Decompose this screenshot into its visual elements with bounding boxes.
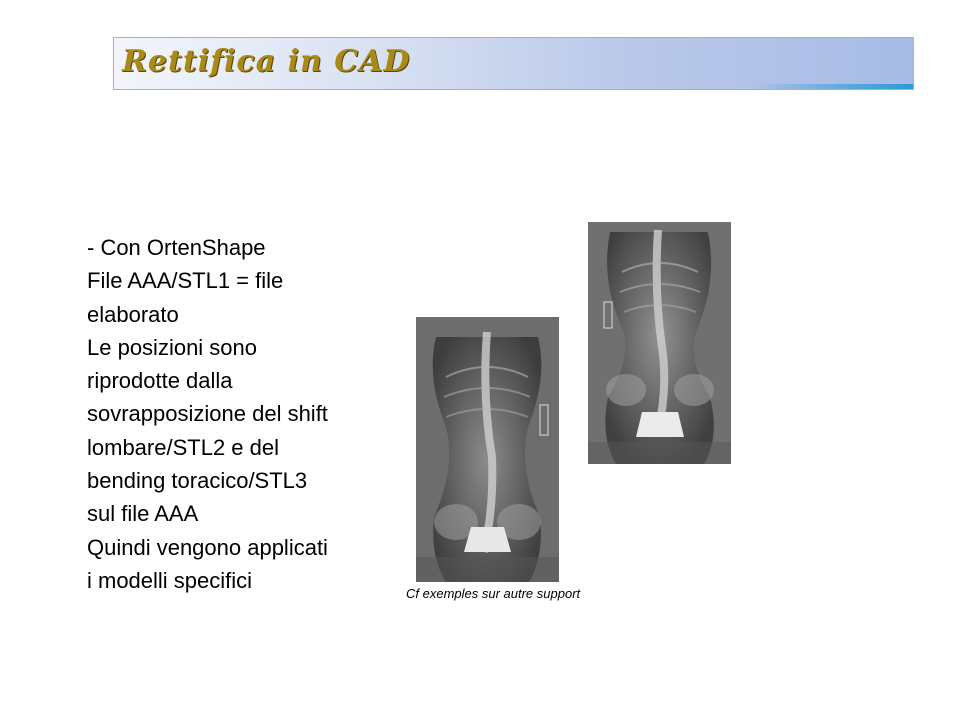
body-line: elaborato — [87, 301, 179, 327]
body-line: Quindi vengono applicati — [87, 534, 328, 560]
body-line: sovrapposizione del shift — [87, 401, 328, 427]
spine-xray-image-1 — [416, 317, 559, 582]
body-line: riprodotte dalla — [87, 368, 233, 394]
body-line: i modelli specifici — [87, 567, 253, 593]
image-caption: Cf exemples sur autre support — [406, 586, 581, 601]
xray-graphic — [588, 222, 731, 464]
body-line: sul file AAA — [87, 501, 199, 527]
body-text — [87, 231, 387, 597]
body-line: Le posizioni sono — [87, 334, 258, 360]
body-line: File AAA/STL1 = file — [87, 268, 284, 294]
body-line: - Con OrtenShape — [87, 235, 266, 260]
spine-xray-image-2 — [588, 222, 731, 464]
slide-title: Rettifica in CAD — [122, 44, 411, 79]
body-line: bending toracico/STL3 — [87, 468, 308, 494]
title-accent-line — [753, 84, 913, 89]
title-bar — [113, 37, 914, 90]
xray-graphic — [416, 317, 559, 582]
body-line: lombare/STL2 e del — [87, 434, 279, 460]
